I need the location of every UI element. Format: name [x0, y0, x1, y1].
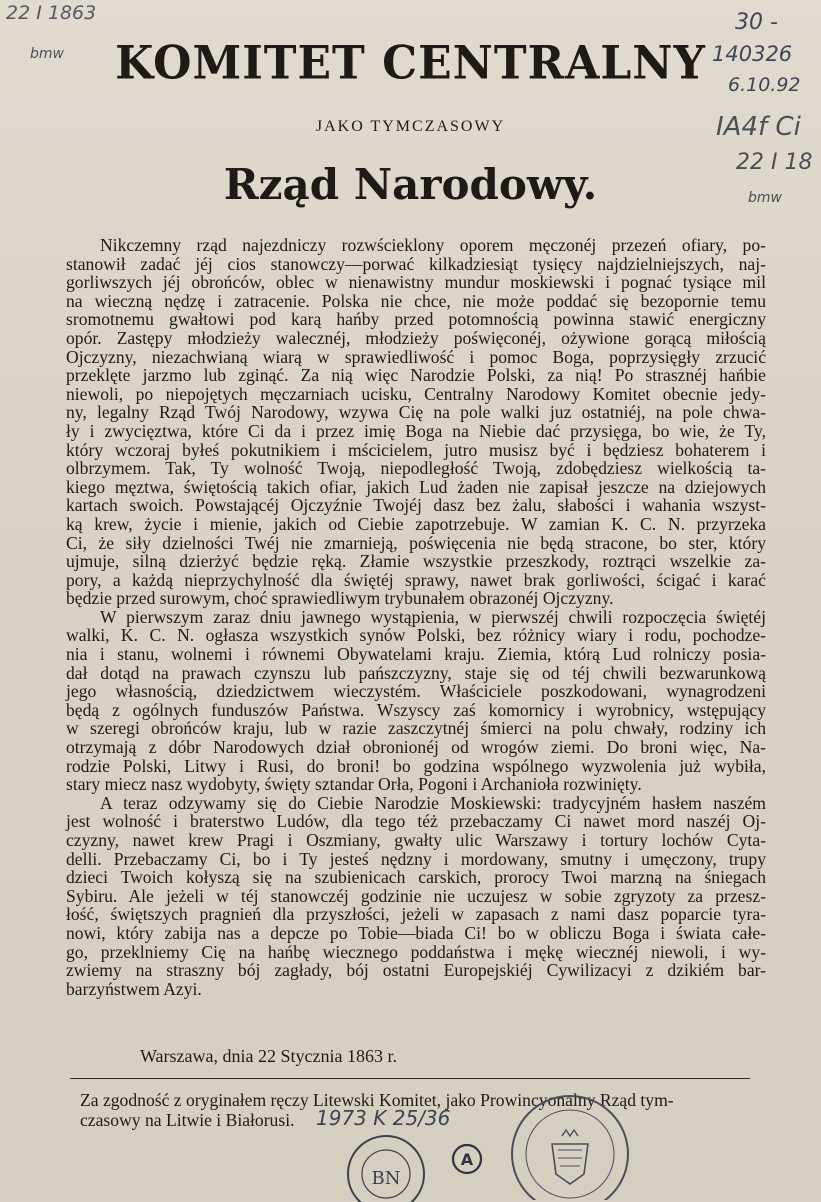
body-line: opór. Zastępy młodzieży walecznéj, młodzieży poświęconéj, ożywione gorącą miłością — [66, 327, 766, 348]
body-line: Ojczyzny, niezachwianą wiarą w sprawiedliwość i pomoc Boga, poprzysięgły zrzucić — [66, 346, 766, 367]
handwritten-date2-top-right: 22 I 18 — [736, 150, 813, 175]
body-line: jest wolność i braterstwo Ludów, dla tego téż przebaczamy Ci nawet mord naszéj Oj- — [66, 811, 766, 832]
body-line: Sybiru. Ale jeżeli w téj stanowczéj godzinie nie uczujesz w sobie zgryzoty za przesz- — [66, 885, 766, 906]
body-line: otrzymają z dóbr Narodowych dział obronionéj od wrogów ziemi. Do broni więc, Na- — [66, 737, 766, 758]
library-stamp — [336, 1130, 436, 1202]
body-line: ujmuje, silną dzierżyć będzie ręką. Złamie wszystkie przeszkody, roztrąci wszelkie za- — [66, 551, 766, 572]
body-line: jego własnością, dziedzictwem wieczystém. Właściciele poszkodowani, wynagrodzeni — [66, 681, 766, 702]
body-line: delli. Przebaczamy Ci, bo i Ty jesteś nędzny i mordowany, smutny i umęczony, trupy — [66, 848, 766, 869]
body-line: nia i stanu, wolnemi i równemi Obywatelami kraju. Ziemia, którą Lud rolniczy posia- — [66, 644, 766, 665]
handwritten-date-top-right: 6.10.92 — [728, 74, 801, 96]
body-line: pory, a każdą nieprzychylność dla świętéj sprawy, nawet brak gorliwości, ścigać i karać — [66, 569, 766, 590]
body-line: łość, świętszych pragnień dla przyszłości, jeżeli w zapasach z nami dasz poparcie tyra- — [66, 904, 766, 925]
body-line: Nikczemny rząd najezdniczy rozwścieklony oporem męczonéj przezeń ofiary, po- — [100, 235, 766, 255]
footnote-line: Za zgodność z oryginałem ręczy Litewski Komitet, jako Prowincyonalny Rząd tym- — [80, 1090, 674, 1110]
body-line: sromotnemu gwałtowi pod karą hańby przed potomnością powinna stawić energiczny — [66, 309, 766, 330]
body-line: Ci, że siły dzielności Twéj nie zmarnieją, poświęcenia nie będą stracone, bo ster, który — [66, 532, 766, 553]
handwritten-initials-top-left: bmw — [30, 46, 64, 62]
body-line: nowi, który zabija nas a depcze po Tobie—biada Ci! bo w obliczu Boga i świata całe- — [66, 922, 766, 943]
body-line: niewoli, po niepojętych męczarniach ucisku, Centralny Narodowy Komitet obecnie jedy- — [66, 383, 766, 404]
body-line: dał dotąd na prawach czynszu lub pańszczyzny, staje się od téj chwili bezwarunkową — [66, 662, 766, 683]
handwritten-date-top-left: 22 I 1863 — [6, 2, 97, 24]
body-line: A teraz odzywamy się do Ciebie Narodzie Moskiewski: tradycyjném hasłem naszém — [100, 792, 766, 813]
body-line: gorliwszych jéj obrońców, oblec w nienawistny mundur moskiewski i pognać tysiące mil — [66, 272, 766, 293]
body-line: rodzie Polski, Litwy i Rusi, do broni! bo godzina wspólnego wyzwolenia już wybiła, — [66, 755, 766, 776]
body-line: kartach swoich. Powstającéj Ojczyźnie Twojéj dasz bez żalu, słabości i wahania wszyst- — [66, 495, 766, 516]
body-line: dzieci Twoich kołyszą się na szubienicach carskich, prorocy Twoi marzną na śniegach — [66, 867, 766, 888]
handwritten-number-top-right: 30 - — [735, 10, 778, 35]
proclamation-body — [66, 236, 766, 998]
body-line: W pierwszym zaraz dniu jawnego wystąpienia, w pierwszéj chwili rozpoczęcia świętéj — [100, 606, 766, 627]
body-line: ły i zwycięztwa, które Ci da i przez imię Boga na Niebie dać przysięga, bo wie, że Ty, — [66, 420, 766, 441]
committee-seal — [508, 1092, 632, 1200]
body-line: czyzny, nawet krew Pragi i Oszmiany, gwałty ulic Warszawy i tortury lochów Cyta- — [66, 830, 766, 850]
body-line: walki, K. C. N. ogłasza wszystkich synów Polski, bez różnicy wiary i rodu, pochodze- — [66, 625, 766, 646]
handwritten-initials-top-right: bmw — [748, 190, 782, 206]
footer-divider — [70, 1078, 750, 1079]
document-subtitle: JAKO TYMCZASOWY — [315, 118, 506, 135]
body-line: stary miecz nasz wydobyty, święty sztandar Orła, Pogoni i Archanioła rozwinięty. — [66, 774, 642, 795]
circle-a-mark — [450, 1142, 484, 1176]
handwritten-code-top-right: IA4f Ci — [716, 112, 801, 142]
footnote-line: czasowy na Litwie i Białorusi. — [80, 1110, 295, 1130]
body-line: w szeregi obrońców kraju, lub w razie zaszczytnéj śmierci na polu chwały, rodziny ich — [66, 718, 766, 739]
library-stamp-center: BN — [371, 1168, 401, 1189]
body-line: ką krew, życie i mienie, jakich od Ciebie zapotrzebuje. W zamian K. C. N. przyrzeka — [66, 513, 766, 534]
body-line: będzie przed surowym, choć sprawiedliwym trybunałem obrazonéj Ojczyzny. — [66, 588, 614, 609]
government-heading: Rząd Narodowy. — [223, 160, 598, 209]
body-line: przeklęte jarzmo lub zginąć. Za nią więc Narodzie Polski, za nią! Po strasznéj hańbie — [66, 365, 766, 386]
body-line: ny, legalny Rząd Twój Narodowy, wzywa Cię na pole walki juz ostatniéj, na pole chwa- — [66, 402, 766, 423]
body-line: będą z ogólnych funduszów Państwa. Wszyscy zaś komornicy i wyrobnicy, wstępujący — [66, 699, 766, 720]
date-line: Warszawa, dnia 22 Stycznia 1863 r. — [140, 1046, 397, 1066]
body-line: olbrzymem. Tak, Ty wolność Twoją, niepodległość Twoją, zdobędziesz wielkością ta- — [66, 458, 766, 479]
handwritten-accession-top-right: 140326 — [712, 42, 793, 66]
body-line: zwiemy na straszny bój zagłady, bój ostatni Europejskiéj Cywilizacyi z dzikiém bar- — [66, 960, 766, 981]
body-line: go, przeklniemy Cię na hańbę wiecznego poddaństwa i mękę wiecznéj niewoli, i wy- — [66, 941, 766, 962]
body-line: barzyństwem Azyi. — [66, 978, 202, 999]
document-title: KOMITET CENTRALNY — [115, 36, 706, 91]
body-line: na wieczną nędzę i zatracenie. Polska nie chce, nie może poddać się bezopornie temu — [66, 290, 766, 311]
body-line: stanowił zadać jéj cios stanowczy—porwać kilkadziesiąt tysięcy najdzielniejszych, naj- — [66, 253, 766, 274]
handwritten-shelfmark: 1973 K 25/36 — [316, 1106, 451, 1130]
body-line: kiego męztwa, świętością takich ofiar, jakich Lud żaden nie zapisał jeszcze na dziejowych — [66, 476, 766, 497]
body-line: który wczoraj byłeś pokutnikiem i mścicielem, jutro musisz być i będziesz bohaterem i — [66, 439, 766, 460]
svg-text:A: A — [460, 1150, 474, 1169]
